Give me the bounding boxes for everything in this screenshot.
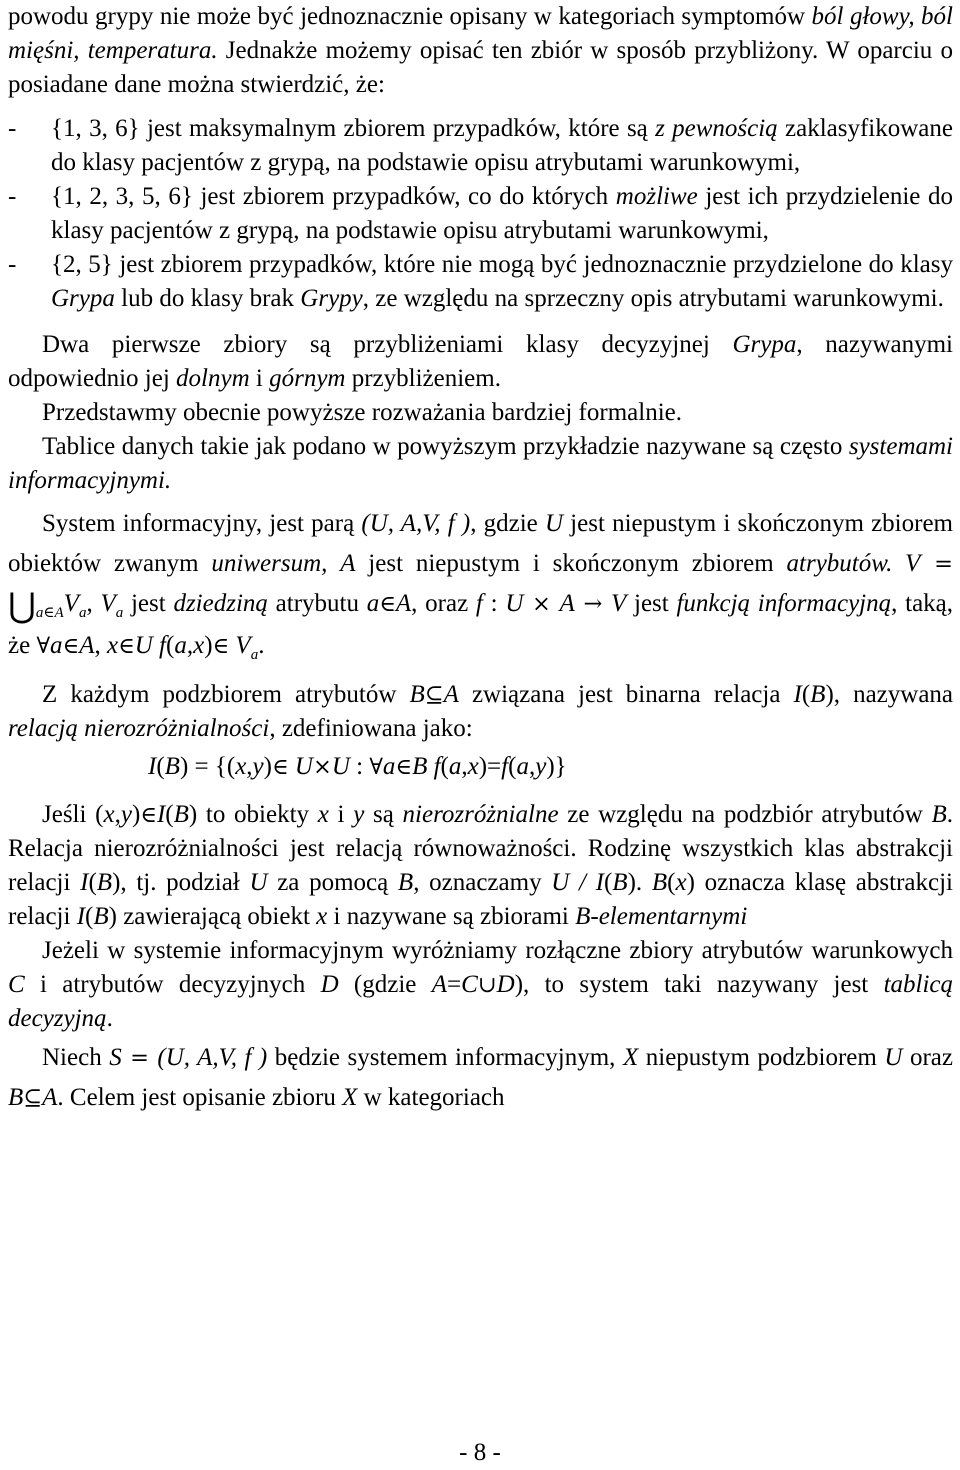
text-run: będzie systemem informacyjnym, [267, 1044, 623, 1071]
italic-run: z pewnością [655, 115, 778, 142]
italic-run: I [148, 753, 157, 780]
italic-run: x [316, 903, 328, 930]
text-run: : [349, 753, 370, 780]
text-run: System informacyjny, jest parą [42, 510, 362, 537]
italic-run: elementarnymi [598, 903, 748, 930]
italic-run: y [120, 801, 132, 828]
subscript: a [78, 605, 87, 621]
text-run: ), nazywana [825, 681, 954, 708]
text-run: , [86, 590, 101, 617]
text-run: ( [88, 869, 97, 896]
italic-run: x [675, 869, 687, 896]
text-run: )} [546, 753, 567, 780]
italic-run: B [93, 903, 109, 930]
italic-run: dziedziną [173, 590, 268, 617]
italic-run: a [174, 632, 187, 659]
text-run: Dwa pierwsze zbiory są przybliżeniami klasy decyzyjnej [42, 331, 733, 358]
indiscernibility-formula [8, 750, 953, 784]
italic-run: (U, A,V, f ) [157, 1044, 268, 1071]
text-run: ( [508, 753, 517, 780]
math-symbol: ∀ [36, 633, 51, 659]
text-run: ( [85, 903, 94, 930]
text-run: Jeśli ( [42, 801, 104, 828]
italic-run: U / I [551, 869, 604, 896]
text-run: ), tj. podział [112, 869, 250, 896]
italic-run: V [63, 590, 79, 617]
text-run: , zdefiniowana jako: [269, 715, 473, 742]
text-run: Niech [42, 1044, 110, 1071]
italic-run: I [80, 869, 89, 896]
text-run: ze względu na podzbiór atrybutów [558, 801, 932, 828]
text-run: - [590, 903, 599, 930]
list-dash: - [8, 251, 17, 278]
text-run: zaklasyfikowane do klasy pacjentów z grypą, na podstawie opisu atrybutami warunkowymi, [51, 115, 953, 176]
italic-run: x [467, 753, 479, 780]
information-system-definition [8, 504, 953, 666]
italic-run: f [501, 753, 509, 780]
italic-run: x [193, 632, 205, 659]
text-run: ) to obiekty [188, 801, 318, 828]
text-run: i atrybutów decyzyjnych [24, 971, 321, 998]
italic-run: dolnym [176, 365, 250, 392]
subscript: a [115, 605, 124, 621]
italic-run: U f [134, 632, 166, 659]
italic-run: V [229, 632, 251, 659]
italic-run: ból głowy, ból mięśni, temperatura. [8, 3, 953, 64]
decision-table-paragraph [8, 934, 953, 1036]
text-run: są [364, 801, 403, 828]
indiscernibility-paragraph [8, 678, 953, 746]
italic-run: U [288, 753, 313, 780]
text-run: , [94, 632, 107, 659]
italic-run: U [505, 590, 524, 617]
text-run: )= [478, 753, 502, 780]
list-item [8, 112, 953, 180]
italic-run: y [353, 801, 365, 828]
italic-run: tablicą decyzyjną [8, 971, 953, 1032]
italic-run: B f [412, 753, 441, 780]
text-run: (gdzie [338, 971, 432, 998]
text-run: ), to system taki nazywany jest [514, 971, 884, 998]
math-symbol: ∈ [212, 633, 230, 659]
italic-run: atrybutów. [786, 550, 893, 577]
text-run: atrybutu [267, 590, 367, 617]
italic-run: A [42, 1084, 58, 1111]
text-run: ( [801, 681, 811, 708]
text-run: : [482, 590, 506, 617]
math-symbol: ⊆ [424, 682, 444, 708]
math-symbol: → [574, 591, 611, 617]
italic-run: y [252, 753, 264, 780]
italic-run: B [173, 801, 189, 828]
text-run [327, 550, 340, 577]
text-run: w kategoriach [357, 1084, 505, 1111]
italic-run: f [475, 590, 483, 617]
italic-run: V [100, 590, 116, 617]
text-run: związana jest binarna relacja [458, 681, 794, 708]
text-run: , oraz [411, 590, 476, 617]
text-run: Z każdym podzbiorem atrybutów [42, 681, 410, 708]
italic-run: a [448, 753, 462, 780]
text-run: jest [626, 590, 677, 617]
list-dash: - [8, 183, 17, 210]
italic-run: B [164, 753, 180, 780]
italic-run: uniwersum, [211, 550, 328, 577]
text-run: ). [627, 869, 652, 896]
italic-run: a [366, 590, 380, 617]
text-run: Przedstawmy obecnie powyższe rozważania bardziej formalnie. [42, 399, 682, 426]
text-run: lub do klasy brak [114, 285, 301, 312]
text-run: ) = {( [179, 753, 236, 780]
text-run: . Relacja nierozróżnialności jest relacją równoważności. Rodzinę wszystkich klas abstrakcji relacji [8, 801, 954, 896]
math-symbol: ∪ [477, 972, 497, 998]
subscript: a [250, 647, 259, 663]
italic-run: relacją nierozróżnialności [8, 715, 270, 742]
italic-run: a [50, 632, 63, 659]
italic-run: nierozróżnialne [402, 801, 559, 828]
italic-run: B [575, 903, 591, 930]
italic-run: x [317, 801, 329, 828]
text-run: , ze względu na sprzeczny opis atrybutami warunkowymi. [362, 285, 944, 312]
italic-run: Grypy [300, 285, 363, 312]
math-symbol: = [121, 1045, 158, 1071]
text-run: . [258, 632, 265, 659]
italic-run: funkcją informacyjną [676, 590, 892, 617]
italic-run: A [395, 590, 412, 617]
italic-run: a [382, 753, 396, 780]
italic-run: B [96, 869, 113, 896]
text-run: , taką, że [8, 590, 954, 659]
text-run: Tablice danych takie jak podano w powyższym przykładzie nazywane są często [42, 433, 849, 460]
italic-run: Grypa [51, 285, 115, 312]
text-run: jest ich przydzielenie do klasy pacjentów z grypą, na podstawie opisu atrybutami warunkowymi, [51, 183, 953, 244]
text-run: , [186, 632, 194, 659]
text-run: ) zawierającą obiekt [108, 903, 317, 930]
italic-run: y [535, 753, 547, 780]
text-run: ( [667, 869, 676, 896]
text-run: za pomocą [267, 869, 398, 896]
italic-run: V [905, 550, 921, 577]
italic-run: B [651, 869, 668, 896]
italic-run: A [79, 632, 95, 659]
math-symbol: ∈ [271, 754, 289, 780]
text-run: ) [131, 801, 141, 828]
text-run: = [446, 971, 462, 998]
text-run: ( [166, 632, 175, 659]
italic-run: a [516, 753, 529, 780]
italic-run: D [496, 971, 515, 998]
italic-run: górnym [269, 365, 346, 392]
italic-run: systemami informacyjnymi. [8, 433, 953, 494]
text-run: powodu grypy nie może być jednoznacznie opisany w kategoriach symptomów [8, 3, 812, 30]
text-run: , nazywanymi odpowiednio jej [8, 331, 954, 392]
text-run: jest niepustym i skończonym zbiorem obiektów zwanym [8, 510, 953, 577]
list-dash: - [8, 115, 17, 142]
text-run: , [461, 753, 468, 780]
italic-run: B [931, 801, 947, 828]
text-run: {1, 3, 6} jest maksymalnym zbiorem przypadków, które są [51, 115, 656, 142]
italic-run: I [793, 681, 802, 708]
math-symbol: ∈ [140, 802, 157, 828]
italic-run: B [409, 681, 425, 708]
text-run: . Celem jest opisanie zbioru [57, 1084, 343, 1111]
math-symbol: ∈ [62, 633, 80, 659]
text-run: Jednakże możemy opisać ten zbiór w sposób przybliżony. W oparciu o posiadane dane można stwierdzić, że: [8, 37, 953, 98]
italic-run: x [106, 632, 119, 659]
text-run: , [246, 753, 253, 780]
text-run: przybliżeniem. [345, 365, 501, 392]
italic-run: X [342, 1084, 358, 1111]
italic-run: U [249, 869, 268, 896]
text-run: jest niepustym i skończonym zbiorem [355, 550, 787, 577]
subscript: a∈A [35, 605, 64, 621]
text-run: , [528, 753, 536, 780]
text-run: ( [440, 753, 449, 780]
italic-run: A [340, 550, 356, 577]
italic-run: U [544, 510, 563, 537]
italic-run: U [331, 753, 350, 780]
italic-run: B [612, 869, 628, 896]
text-run: {2, 5} jest zbiorem przypadków, które nie mogą być jednoznacznie przydzielone do klasy [51, 251, 953, 278]
approximations-paragraph [8, 328, 953, 396]
text-run: i nazywane są zbiorami [327, 903, 576, 930]
math-symbol: ∈ [395, 754, 413, 780]
math-symbol: ∈ [379, 591, 396, 617]
text-run: , oznaczamy [413, 869, 552, 896]
italic-run: B [397, 869, 414, 896]
italic-run: możliwe [615, 183, 698, 210]
approximation-goal-paragraph [8, 1038, 953, 1118]
text-run: ) [204, 632, 213, 659]
italic-run: A [559, 590, 575, 617]
text-run: niepustym podzbiorem [638, 1044, 885, 1071]
italic-run: A [431, 971, 447, 998]
formal-intro-paragraph [8, 396, 953, 430]
text-run: , gdzie [470, 510, 545, 537]
italic-run: C [8, 971, 25, 998]
italic-run: D [320, 971, 339, 998]
italic-run: Grypa [732, 331, 797, 358]
list-item [8, 180, 953, 248]
text-run [892, 550, 905, 577]
math-symbol: = [920, 551, 954, 577]
text-run: , [114, 801, 121, 828]
text-run: jest [123, 590, 174, 617]
italic-run: V [610, 590, 627, 617]
list-item [8, 248, 953, 316]
math-symbol: ∈ [118, 633, 135, 659]
italic-run: I [156, 801, 166, 828]
document-page [8, 0, 953, 1118]
text-run: oraz [902, 1044, 953, 1071]
italic-run: (U, A,V, f ) [361, 510, 471, 537]
text-run: i [328, 801, 354, 828]
italic-run: I [76, 903, 86, 930]
text-run: ) oznacza klasę abstrakcji relacji [8, 869, 953, 930]
page-number: - 8 - [459, 1439, 501, 1466]
text-run: ) [263, 753, 272, 780]
information-systems-paragraph [8, 430, 953, 498]
text-run: ( [165, 801, 174, 828]
italic-run: x [235, 753, 247, 780]
italic-run: B [8, 1084, 24, 1111]
text-run: . [106, 1005, 113, 1032]
math-symbol: ⊆ [23, 1085, 43, 1111]
italic-run: S [109, 1044, 122, 1071]
text-run: {1, 2, 3, 5, 6} jest zbiorem przypadków, co do których [51, 183, 616, 210]
text-run: ( [603, 869, 613, 896]
text-run: i [249, 365, 270, 392]
intro-paragraph [8, 0, 953, 102]
indiscernible-objects-paragraph [8, 798, 953, 934]
text-run: ( [156, 753, 165, 780]
union-symbol: ⋃ [8, 586, 36, 626]
bullet-list [8, 112, 953, 316]
text-run: Jeżeli w systemie informacyjnym wyróżniamy rozłączne zbiory atrybutów warunkowych [42, 937, 953, 964]
italic-run: B [810, 681, 826, 708]
italic-run: U [884, 1044, 903, 1071]
math-symbol: × [523, 591, 560, 617]
italic-run: x [103, 801, 115, 828]
math-symbol: × [312, 754, 332, 780]
italic-run: C [461, 971, 478, 998]
math-symbol: ∀ [369, 754, 383, 780]
italic-run: X [622, 1044, 639, 1071]
italic-run: A [443, 681, 459, 708]
